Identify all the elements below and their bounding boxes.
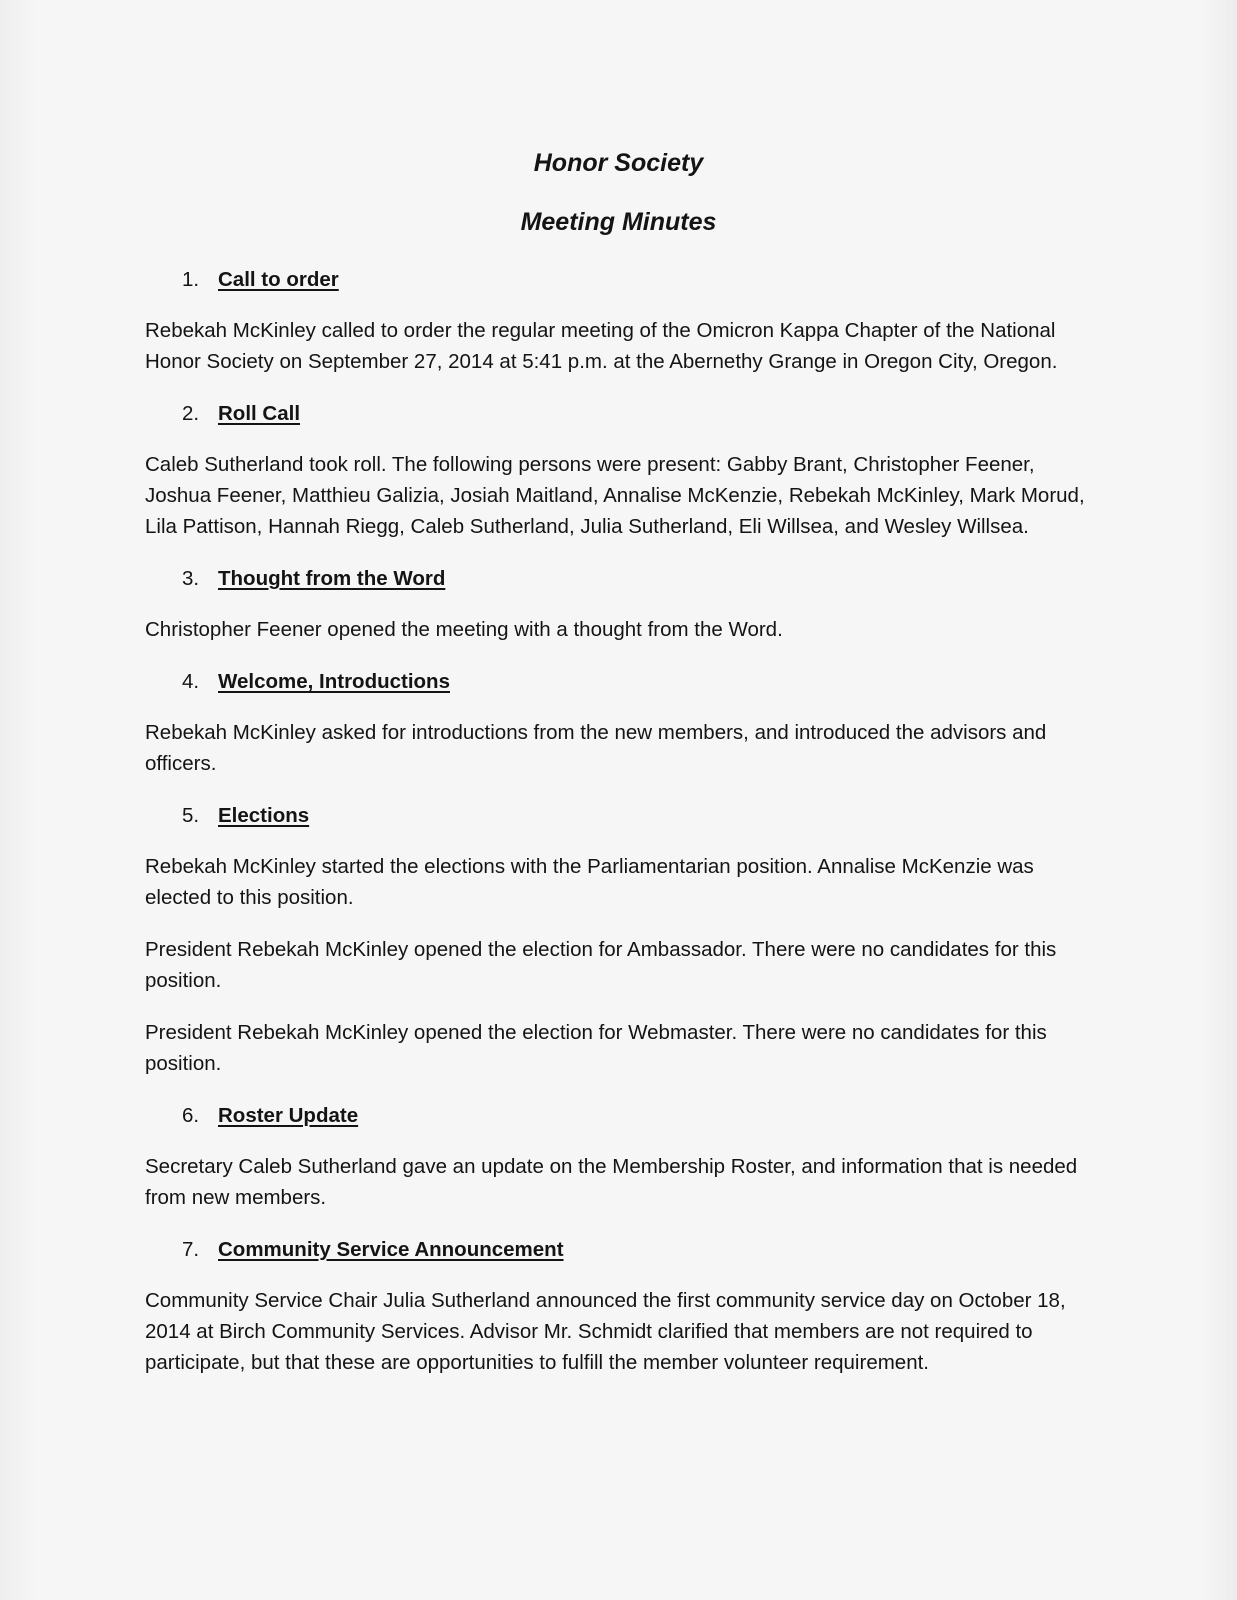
section-number: 2. xyxy=(182,402,200,425)
section-heading-call-to-order xyxy=(182,267,339,293)
section-title: Roster Update xyxy=(218,1104,359,1127)
section-paragraph: Rebekah McKinley started the elections with the Parliamentarian position. Annalise McKenzie was elected to this position. xyxy=(145,855,1034,909)
section-heading-welcome-introductions xyxy=(182,669,450,695)
section-number: 3. xyxy=(182,567,200,590)
section-paragraph: President Rebekah McKinley opened the election for Ambassador. There were no candidates for this position. xyxy=(145,938,1057,992)
section-number: 7. xyxy=(182,1238,200,1261)
section-paragraph: President Rebekah McKinley opened the election for Webmaster. There were no candidates for this position. xyxy=(145,1021,1047,1075)
document-subtitle: Meeting Minutes xyxy=(520,208,717,236)
section-title: Roll Call xyxy=(218,402,301,425)
section-paragraph: Rebekah McKinley asked for introductions from the new members, and introduced the advisors and officers. xyxy=(145,721,1047,775)
document-title: Honor Society xyxy=(533,149,704,177)
section-number: 1. xyxy=(182,268,200,291)
section-heading-thought-from-the-word xyxy=(182,566,445,592)
section-number: 6. xyxy=(182,1104,200,1127)
section-paragraph: Rebekah McKinley called to order the regular meeting of the Omicron Kappa Chapter of the National Honor Society on September 27, 2014 at 5:41 p.m. at the Abernethy Grange in Oregon City, Oregon. xyxy=(145,319,1058,373)
section-heading-roster-update xyxy=(182,1103,358,1129)
section-title: Welcome, Introductions xyxy=(218,670,450,693)
section-heading-roll-call xyxy=(182,401,300,427)
section-paragraph: Caleb Sutherland took roll. The following persons were present: Gabby Brant, Christopher Feener, Joshua Feener, Matthieu Galizia, Josiah Maitland, Annalise McKenzie, Rebekah McKinley, Mark Morud, Lila Pattison, Hannah Riegg, Caleb Sutherland, Julia Sutherland, Eli Willsea, and Wesley Willsea. xyxy=(145,453,1085,538)
section-paragraph: Secretary Caleb Sutherland gave an update on the Membership Roster, and information that is needed from new members. xyxy=(145,1155,1078,1209)
section-number: 5. xyxy=(182,804,200,827)
section-heading-community-service-announcement xyxy=(182,1237,564,1263)
section-number: 4. xyxy=(182,670,200,693)
section-title: Thought from the Word xyxy=(218,567,446,590)
section-heading-elections xyxy=(182,803,309,829)
section-paragraph: Christopher Feener opened the meeting with a thought from the Word. xyxy=(145,618,783,641)
section-title: Community Service Announcement xyxy=(218,1238,564,1261)
section-paragraph: Community Service Chair Julia Sutherland announced the first community service day on October 18, 2014 at Birch Community Services. Advisor Mr. Schmidt clarified that members are not required to participate, but that these are opportunities to fulfill the member volunteer requirement. xyxy=(145,1289,1066,1374)
section-title: Call to order xyxy=(218,268,339,291)
section-title: Elections xyxy=(218,804,310,827)
